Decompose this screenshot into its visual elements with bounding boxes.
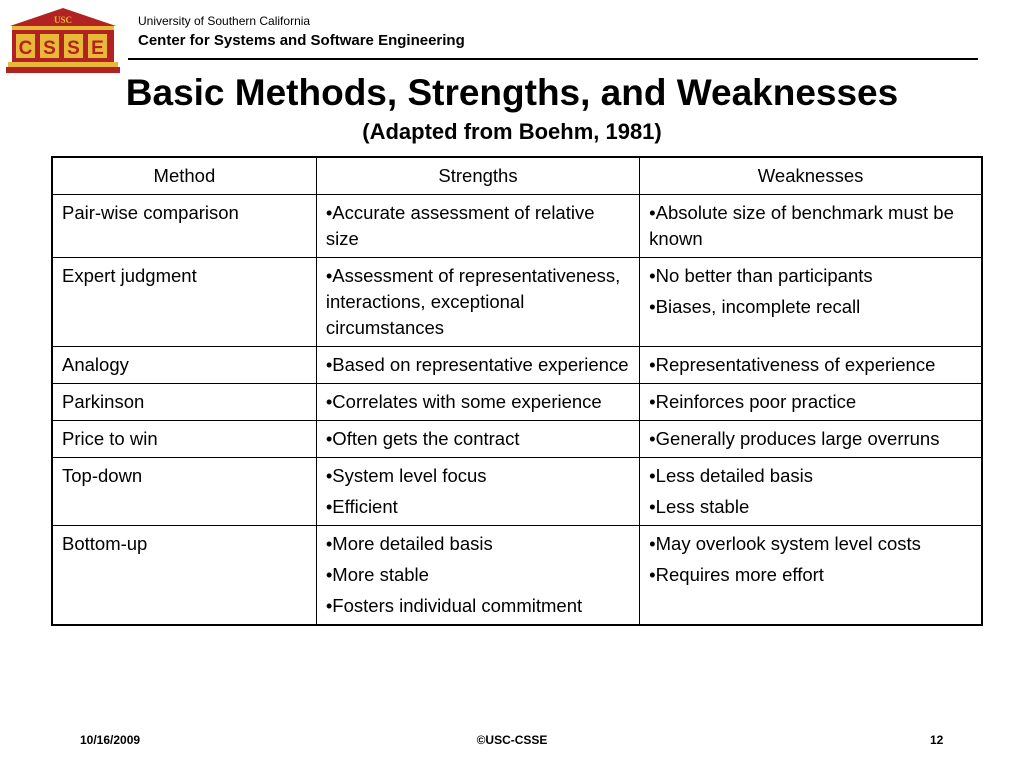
strength-item: •Fosters individual commitment — [325, 595, 583, 616]
footer-date: 10/16/2009 — [80, 733, 141, 747]
weakness-item: •Less stable — [649, 496, 750, 517]
weakness-item: •May overlook system level costs — [649, 533, 921, 554]
weaknesses-cell — [640, 458, 982, 526]
table-row — [52, 458, 982, 526]
svg-text:S: S — [67, 38, 80, 59]
strength-item: •More stable — [325, 564, 429, 585]
weaknesses-cell — [640, 526, 982, 626]
strength-item: •Assessment of representativeness, interactions, exceptional circumstances — [325, 265, 621, 338]
weaknesses-cell — [640, 421, 982, 458]
weaknesses-cell — [640, 384, 982, 421]
strengths-cell — [316, 421, 639, 458]
strengths-cell — [316, 347, 639, 384]
method-cell: Bottom-up — [52, 526, 316, 626]
svg-text:S: S — [43, 38, 56, 59]
svg-text:E: E — [91, 38, 104, 59]
strength-item: •Efficient — [325, 496, 398, 517]
slide-title: Basic Methods, Strengths, and Weaknesses — [125, 72, 899, 113]
strengths-cell — [316, 526, 639, 626]
strength-item: •Accurate assessment of relative size — [325, 202, 595, 249]
university-name: University of Southern California — [138, 14, 311, 28]
svg-text:C: C — [18, 38, 33, 59]
method-cell: Expert judgment — [52, 258, 316, 347]
footer-page-number: 12 — [930, 733, 944, 747]
strength-item: •Correlates with some experience — [325, 391, 602, 412]
strengths-cell — [316, 458, 639, 526]
svg-text:USC: USC — [53, 15, 73, 25]
weakness-item: •Less detailed basis — [649, 465, 813, 486]
column-header-method: Method — [52, 157, 316, 195]
table-row — [52, 258, 982, 347]
method-cell: Parkinson — [52, 384, 316, 421]
methods-table — [51, 156, 983, 626]
method-cell: Price to win — [52, 421, 316, 458]
weakness-item: •Biases, incomplete recall — [649, 296, 861, 317]
weaknesses-cell — [640, 347, 982, 384]
weakness-item: •Reinforces poor practice — [649, 391, 857, 412]
method-cell: Top-down — [52, 458, 316, 526]
weakness-item: •Representativeness of experience — [649, 354, 936, 375]
method-cell: Analogy — [52, 347, 316, 384]
table-row — [52, 526, 982, 626]
column-header-weaknesses: Weaknesses — [640, 157, 982, 195]
strength-item: •Based on representative experience — [325, 354, 629, 375]
table-row — [52, 195, 982, 258]
table-row — [52, 384, 982, 421]
method-cell: Pair-wise comparison — [52, 195, 316, 258]
weakness-item: •Requires more effort — [649, 564, 824, 585]
weakness-item: •No better than participants — [649, 265, 873, 286]
strength-item: •More detailed basis — [325, 533, 493, 554]
table-header-row — [52, 157, 982, 195]
header-divider — [128, 58, 978, 60]
center-name: Center for Systems and Software Engineering — [138, 32, 465, 49]
strengths-cell — [316, 384, 639, 421]
weakness-item: •Generally produces large overruns — [649, 428, 940, 449]
table-row — [52, 421, 982, 458]
strengths-cell — [316, 258, 639, 347]
table-row — [52, 347, 982, 384]
weaknesses-cell — [640, 258, 982, 347]
usc-csse-logo — [6, 6, 120, 76]
footer-copyright: ©USC-CSSE — [476, 733, 548, 747]
weaknesses-cell — [640, 195, 982, 258]
strength-item: •Often gets the contract — [325, 428, 520, 449]
column-header-strengths: Strengths — [316, 157, 639, 195]
weakness-item: •Absolute size of benchmark must be known — [649, 202, 954, 249]
slide-subtitle: (Adapted from Boehm, 1981) — [362, 119, 662, 144]
strength-item: •System level focus — [325, 465, 487, 486]
strengths-cell — [316, 195, 639, 258]
